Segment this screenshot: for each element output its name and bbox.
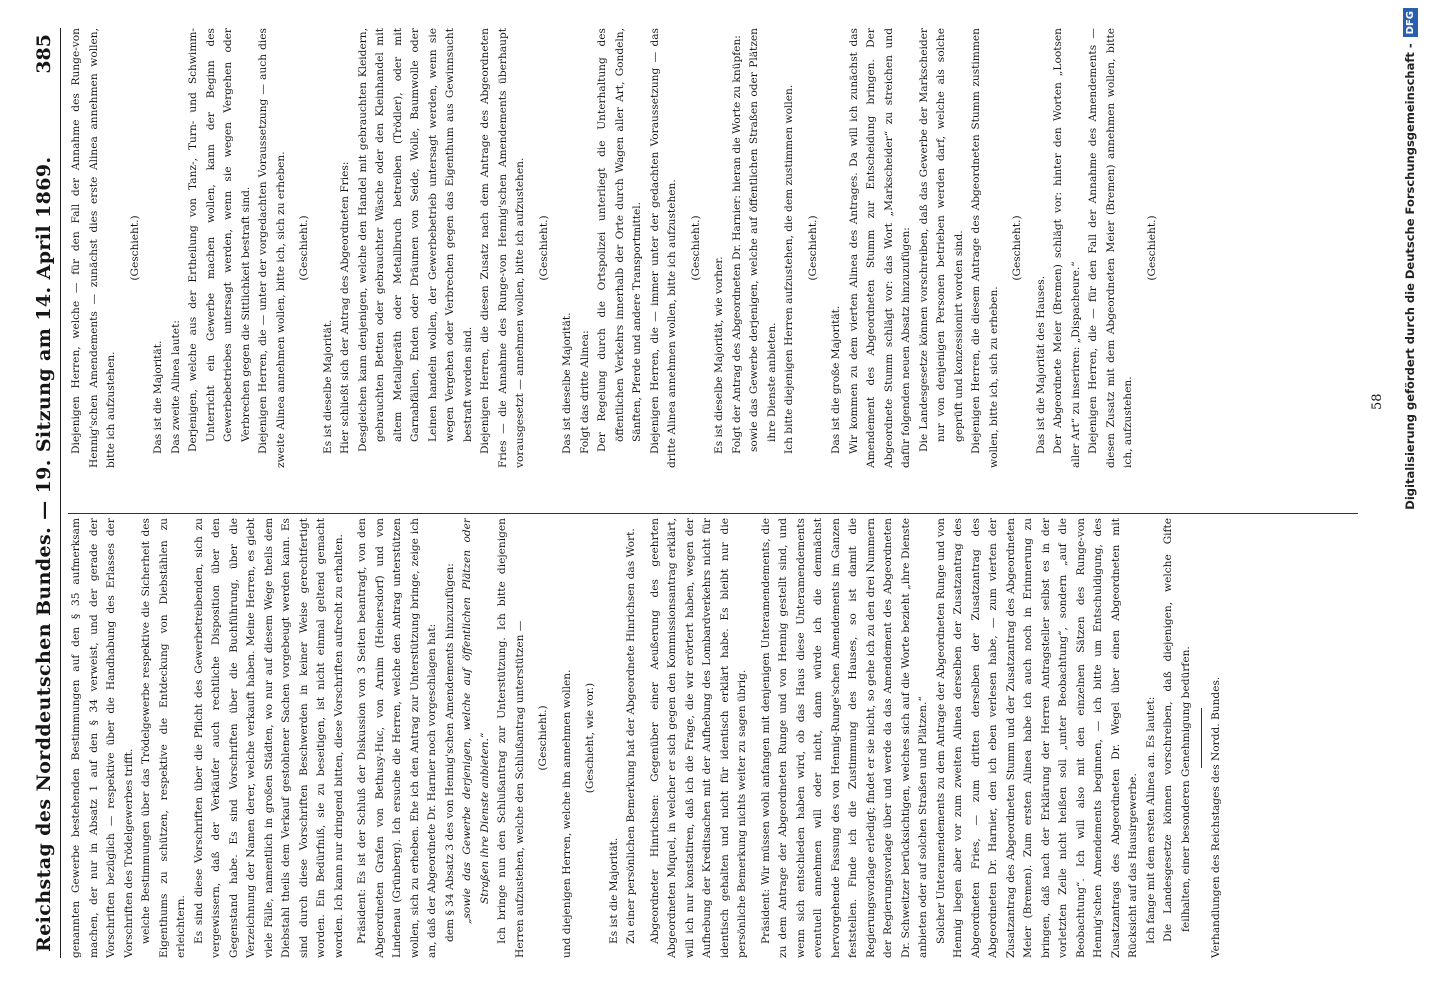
paragraph: Diejenigen Herren, welche — für den Fall der Annahme des Runge-von Hennig'schen Amendements — zunächst dies erste Alinea annehmen wollen, bitte ich aufzustehen. — [70, 28, 117, 468]
paragraph: Das ist die Majorität des Hauses. — [1034, 275, 1047, 454]
footer-source: Verhandlungen des Reichstages des Nordd. Bundes. — [1210, 676, 1222, 958]
right-column — [68, 28, 1368, 468]
folio-marker: 58 — [1370, 393, 1385, 410]
speech-hinrichsen: Abgeordneter Hinrichsen: Gegenüber einer Aeußerung des geehrten Abgeordneten Miquel, in welcher er sich gegen den Kommissionsantrag erklärt, will ich nur konstatiren, daß ich die Frage, die wir erörtert haben, wegen der Aufhebung der Kreditsachen mit der Aufhebung des Lombardverkehrs nicht für identisch gehalten und nicht für identisch erklärt habe. Es bleibt nur die persönliche Bemerkung nichts weiter zu sagen übrig. — [648, 518, 748, 958]
left-column — [68, 518, 1368, 958]
dfg-logo: DFG — [1403, 8, 1418, 37]
dfg-credit — [1393, 8, 1427, 992]
paragraph: Diejenigen Herren, die — für den Fall der Annahme des Amendements — diesen Zusatz mit dem Abgeordneten Meier (Bremen) annehmen wollen, bitte ich, aufzustehen. — [1087, 28, 1134, 468]
amendment-text: sowie das Gewerbe derjenigen, welche auf öffentlichen Straßen oder Plätzen ihre Dienste anbieten. — [748, 28, 778, 452]
running-head-title: Reichstag des Norddeutschen Bundes. — 19. Sitzung am 14. April 1869. — [33, 156, 55, 952]
speech-president: Präsident: Wir müssen wohl anfangen mit denjenigen Unteramendements, die zu dem Antrage der Abgeordneten Runge und von Hennig gestellt sind, und wenn sich entschieden haben wird, ob das Haus diese Unteramendements eventuell annehmen will oder nicht, dann würde ich die demnächst hervorgehende Fassung des von Hennig-Runge'schen Amendements im Ganzen feststellen. Finde ich die Zustimmung des Hauses, so ist damit die Regierungsvorlage erledigt; findet er sie nicht, so gehe ich zu den drei Nummern der Regierungsvorlage über und werde da das Amendement des Abgeordneten Dr. Schweitzer berücksichtigen, welches sich auf die Worte bezieht „ihre Dienste anbieten oder auf solchen Straßen und Plätzen.“ — [759, 518, 929, 958]
paragraph: Es ist dieselbe Majorität, wie vorher. — [713, 256, 725, 454]
column-divider — [68, 513, 1358, 514]
paragraph: Der Abgeordnete Meier (Bremen) schlägt vor: hinter den Worten „Lootsen aller Art“ zu inseriren: „Dispacheure.“ — [1052, 28, 1082, 468]
paragraph: Das ist die Majorität. — [152, 340, 164, 454]
amendment-text: Derjenigen, welche aus der Ertheilung von Tanz-, Turn- und Schwimm-Unterricht ein Gewerbe machen wollen, kann der Beginn des Gewerbebetriebes untersagt werden, wenn sie wegen Vergehen oder Verbrechen gegen die Sittlichkeit bestraft sind. — [187, 28, 252, 452]
paragraph: Ich fange mit dem ersten Alinea an. Es lautet: — [1144, 696, 1157, 944]
paragraph: Folgt das dritte Alinea: — [578, 330, 591, 454]
stage-direction: (Geschieht.) — [806, 215, 819, 281]
paragraph: welche Bestimmungen über das Trödelgewerbe respektive die Sicherheit des Eigenthums zu schützen, respektive die Entdeckung von Diebstählen zu erleichtern. — [140, 518, 187, 958]
amendment-text: Die Landesgesetze können vorschreiben, daß diejenigen, welche Gifte feilhalten, einer besonderen Genehmigung bedürfen. — [1162, 518, 1192, 942]
paragraph: Es ist die Majorität. — [607, 837, 620, 944]
running-head — [32, 28, 61, 958]
paragraph: Es sind diese Vorschriften über die Pflicht des Gewerbetreibenden, sich zu vergewissern, daß der Verkäufer auch rechtliche Disposition über den Gegenstand habe. Es sind Vorschriften über die Buchführung, über die Verzeichnung der Namen derer, welche verkauft haben. Meine Herren, es giebt viele Fälle, namentlich in großen Städten, wo nur auf diesem Wege theils dem Diebstahl theils dem Verkauf gestohlener Sachen vorgebeugt werden kann. Es sind durch diese Vorschriften Beschwerden in keiner Weise gerechtfertigt worden. Ein Bedürfniß, sie zu beseitigen, ist nicht einmal geltend gemacht worden. Ich kann nur dringend bitten, diese Vorschriften aufrecht zu erhalten. — [192, 518, 345, 958]
divider — [1201, 708, 1202, 768]
speech-president: Präsident: Es ist der Schluß der Diskussion von 3 Seiten beantragt, von den Abgeordneten Grafen von Bethusy-Huc, von Arnim (Heinersdorf) und von Lindenau (Grünberg). Ich ersuche die Herren, welche den Antrag unterstützen wollen, sich zu erheben. Ehe ich den Antrag zur Unterstützung bringe, zeige ich an, daß der Abgeordnete Dr. Harnier noch vorgeschlagen hat: — [356, 518, 438, 958]
paragraph: Diejenigen Herren, die diesem Antrage des Abgeordneten Stumm zustimmen wollen, bitte ich, sich zu erheben. — [970, 28, 1000, 468]
stage-direction: (Geschieht.) — [537, 705, 549, 771]
amendment-text: Der Regelung durch die Ortspolizei unterliegt die Unterhaltung des öffentlichen Verkehrs innerhalb der Orte durch Wagen aller Art, Gondeln, Sänften, Pferde und andere Transportmittel. — [596, 28, 643, 452]
stage-direction: (Geschieht.) — [689, 215, 702, 281]
stage-direction: (Geschieht.) — [1011, 215, 1023, 281]
paragraph: Diejenigen Herren, die diesen Zusatz nach dem Antrage des Abgeordneten Fries — die Annahme des Runge-von Hennig'schen Amendements überhaupt vorausgesetzt — annehmen wollen, bitte ich aufzustehen. — [479, 28, 526, 468]
paragraph: Diejenigen Herren, die — immer unter der gedachten Voraussetzung — das dritte Alinea annehmen wollen, bitte ich aufzustehen. — [648, 28, 678, 468]
stage-direction: (Geschieht.) — [298, 215, 310, 281]
paragraph: Das ist die große Majorität. — [830, 305, 842, 454]
stage-direction: (Geschieht.) — [537, 215, 550, 281]
dfg-credit-text: Digitalisierung gefördert durch die Deutsche Forschungsgemeinschaft - — [1403, 43, 1417, 510]
paragraph: Ich bitte diejenigen Herren aufzustehen, die dem zustimmen wollen. — [783, 84, 795, 454]
stage-direction: (Geschieht.) — [128, 215, 141, 281]
paragraph: Zu einer persönlichen Bemerkung hat der Abgeordnete Hinrichsen das Wort. — [625, 528, 637, 944]
stage-direction: (Geschieht.) — [1145, 215, 1158, 281]
amendment-text: Die Landesgesetze können vorschreiben, daß das Gewerbe der Markscheider nur von denjenigen Personen betrieben werden darf, welche als solche geprüft und konzessionirt worden sind. — [917, 28, 965, 452]
paragraph: und diejenigen Herren, welche ihn annehmen wollen. — [560, 669, 573, 958]
paragraph: Solcher Unteramendements zu dem Antrage der Abgeordneten Runge und von Hennig liegen aber vor zum zweiten Alinea derselben der Zusatzantrag des Abgeordneten Fries, — zum dritten derselben der Zusatzantrag des Abgeordneten Dr. Harnier, den ich eben verlesen habe, — zum vierten der Zusatzantrag des Abgeordneten Stumm und der Zusatzantrag des Abgeordneten Meier (Bremen). Zum ersten Alinea habe ich auch noch in Erinnerung zu bringen, daß nach der Erklärung der Herren Antragsteller selbst es in der vorletzten Zeile nicht heißen soll „unter Beobachtung“, sondern „auf die Beobachtung“. Ich will also mit den einzelnen Sätzen des Runge-von Hennig'schen Amendements beginnen, — ich bitte um Entschuldigung, des Zusatzantrags des Abgeordneten Dr. Wegel über einen Abgeordneten mit Rücksicht auf das Hausirgewerbe. — [934, 518, 1139, 958]
stage-direction: (Geschieht, wie vor.) — [584, 682, 596, 794]
paragraph: Hier schließt sich der Antrag des Abgeordneten Fries: — [339, 161, 351, 454]
paragraph: Das ist dieselbe Majorität. — [561, 312, 573, 454]
paragraph: Folgt der Antrag des Abgeordneten Dr. Harnier: hieran die Worte zu knüpfen: — [730, 35, 743, 454]
paragraph: Ich bringe nun den Schlußantrag zur Unterstützung. Ich bitte diejenigen Herren aufzustehen, welche den Schlußantrag unterstützen — — [496, 518, 526, 958]
paragraph: Das zweite Alinea lautet: — [169, 320, 182, 454]
amendment-text: Desgleichen kann denjenigen, welche den Handel mit gebrauchten Kleidern, gebrauchten Betten oder gebrauchter Wäsche oder den Kleinhandel mit altem Metallgeräth oder Metallbruch betreiben (Trödler), oder mit Garnabfällen, Enden oder Dräumen von Seide, Wolle, Baumwolle oder Leinen handeln wollen, der Gewerbebetrieb untersagt werden, wenn sie wegen Vergehen oder Verbrechen gegen das Eigenthum aus Gewinnsucht bestraft worden sind. — [356, 28, 474, 452]
amendment-text: dem § 34 Absatz 3 des von Hennig'schen Amendements hinzuzufügen: — [443, 563, 456, 942]
paragraph: Wir kommen zu dem vierten Alinea des Antrages. Da will ich zunächst das Amendement des Abgeordneten Stumm zur Entscheidung bringen. Der Abgeordnete Stumm schlägt vor: das Wort „Markscheider“ zu streichen und dafür folgenden neuen Absatz hinzuzufügen: — [847, 28, 912, 468]
page-number: 385 — [33, 34, 55, 74]
paragraph: genannten Gewerbe bestehenden Bestimmungen auf den § 35 aufmerksam machen, der nur in Absatz 1 auf den § 34 verweist, und der gerade der Vorschriften bezüglich — respektive über die Handhabung des Erlasses der Vorschriften des Trödelgewerbes trifft. — [70, 518, 135, 958]
paragraph: Es ist dieselbe Majorität. — [321, 319, 334, 454]
amendment-quote: „sowie das Gewerbe derjenigen, welche auf öffentlichen Plätzen oder Straßen ihre Dienste anbieten.“ — [461, 518, 491, 924]
paragraph: Diejenigen Herren, die — unter der vorgedachten Voraussetzung — auch dies zweite Alinea annehmen wollen, bitte ich, sich zu erheben. — [257, 28, 287, 468]
